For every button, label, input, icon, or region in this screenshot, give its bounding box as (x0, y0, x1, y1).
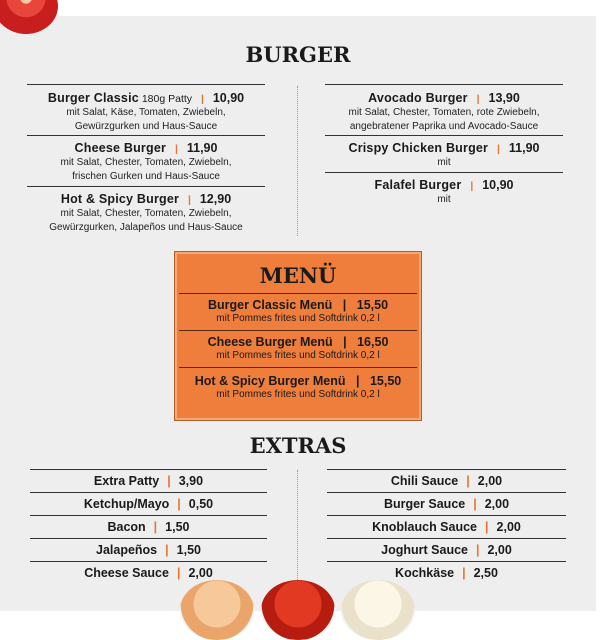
menu-item (27, 135, 265, 186)
menu-item (27, 84, 265, 135)
item-description: mit Salat, Chester, Tomaten, Zwiebeln, (60, 208, 232, 219)
extra-item (327, 515, 566, 538)
item-description: mit Salat, Chester, Tomaten, rote Zwiebeln, (348, 107, 540, 118)
extra-item (327, 469, 566, 492)
item-name: Hot & Spicy Burger (60, 192, 180, 206)
extra-price: 0,50 (188, 497, 214, 511)
item-name: Cheese Burger (74, 141, 167, 155)
separator: | (476, 93, 480, 105)
sauce-bowl-image (180, 580, 254, 640)
separator: | (466, 474, 470, 488)
item-description: mit (437, 194, 451, 205)
separator: | (343, 335, 347, 349)
extra-price: 3,90 (178, 474, 204, 488)
item-weight: 180g Patty (141, 93, 193, 105)
extras-left-column (30, 469, 267, 584)
separator: | (177, 497, 181, 511)
menu-combo-box (174, 251, 422, 421)
separator: | (475, 543, 480, 557)
extra-item (327, 561, 566, 584)
extra-name: Knoblauch Sauce (372, 520, 478, 534)
item-description: mit Salat, Chester, Tomaten, Zwiebeln, (60, 157, 232, 168)
combo-price: 15,50 (369, 374, 402, 388)
item-description: angebratener Paprika und Avocado-Sauce (349, 121, 539, 132)
combo-price: 15,50 (356, 298, 389, 312)
extra-price: 1,50 (176, 543, 201, 557)
extra-price: 2,50 (473, 566, 498, 580)
extra-price: 1,50 (165, 520, 190, 534)
extras-section-title: EXTRAS (249, 433, 347, 458)
item-description: Gewürzgurken und Haus-Sauce (74, 121, 218, 132)
extra-price: 2,00 (477, 474, 503, 488)
separator: | (174, 143, 178, 155)
extra-price: 2,00 (487, 543, 512, 557)
separator: | (167, 474, 171, 488)
extra-name: Burger Sauce (383, 497, 466, 511)
extra-name: Joghurt Sauce (381, 543, 468, 557)
burger-left-column (27, 84, 265, 238)
item-description: Gewürzgurken, Jalapeños und Haus-Sauce (49, 222, 243, 233)
extra-price: 2,00 (496, 520, 521, 534)
menu-item (325, 135, 563, 172)
extra-item (327, 538, 566, 561)
extra-item (30, 492, 267, 515)
extra-name: Chili Sauce (390, 474, 459, 488)
extras-right-column (327, 469, 566, 584)
mayo-bowl-image (341, 580, 415, 640)
separator: | (462, 566, 466, 580)
extra-price: 2,00 (188, 566, 213, 580)
separator: | (200, 93, 204, 105)
item-name: Avocado Burger (368, 91, 468, 105)
separator: | (342, 298, 347, 312)
menu-item (325, 84, 563, 135)
separator: | (497, 143, 500, 155)
extra-item (30, 561, 267, 584)
extra-name: Extra Patty (93, 474, 160, 488)
item-description: mit Salat, Käse, Tomaten, Zwiebeln, (66, 107, 226, 118)
item-name: Crispy Chicken Burger (348, 141, 489, 155)
burger-right-column (325, 84, 563, 209)
combo-name: Hot & Spicy Burger Menü (194, 374, 346, 388)
item-price: 12,90 (199, 192, 232, 206)
extra-name: Jalapeños (96, 543, 158, 557)
burger-section-title: BURGER (245, 42, 351, 67)
combo-item (179, 367, 417, 407)
item-price: 10,90 (212, 91, 245, 105)
separator: | (187, 194, 191, 206)
menu-section-title: MENÜ (259, 263, 337, 288)
extra-name: Kochkäse (395, 566, 455, 580)
menu-item (27, 186, 265, 238)
extra-item (30, 538, 267, 561)
separator: | (176, 566, 181, 580)
combo-item (179, 293, 417, 330)
item-description: frischen Gurken und Haus-Sauce (72, 171, 220, 182)
column-divider (297, 86, 298, 236)
combo-description: mit Pommes frites und Softdrink 0,2 l (216, 313, 380, 324)
separator: | (165, 543, 169, 557)
menu-item (325, 172, 563, 209)
separator: | (470, 180, 474, 192)
extra-item (30, 469, 267, 492)
extra-name: Bacon (107, 520, 146, 534)
extra-name: Ketchup/Mayo (83, 497, 170, 511)
item-description: mit (437, 157, 451, 168)
item-price: 11,90 (508, 141, 540, 155)
combo-item (179, 330, 417, 367)
separator: | (473, 497, 477, 511)
extra-item (30, 515, 267, 538)
extra-item (327, 492, 566, 515)
combo-price: 16,50 (357, 335, 389, 349)
combo-name: Burger Classic Menü (207, 298, 333, 312)
combo-description: mit Pommes frites und Softdrink 0,2 l (216, 350, 380, 361)
item-price: 13,90 (488, 91, 520, 105)
extra-price: 2,00 (484, 497, 510, 511)
combo-description: mit Pommes frites und Softdrink 0,2 l (216, 389, 380, 400)
ketchup-bowl-image (261, 580, 335, 640)
separator: | (485, 520, 489, 534)
combo-name: Cheese Burger Menü (207, 335, 333, 349)
extra-name: Cheese Sauce (84, 566, 169, 580)
separator: | (355, 374, 360, 388)
item-name: Burger Classic (47, 91, 139, 105)
separator: | (153, 520, 158, 534)
column-divider (297, 470, 298, 582)
item-price: 11,90 (186, 141, 218, 155)
item-name: Falafel Burger (374, 178, 462, 192)
item-price: 10,90 (482, 178, 514, 192)
